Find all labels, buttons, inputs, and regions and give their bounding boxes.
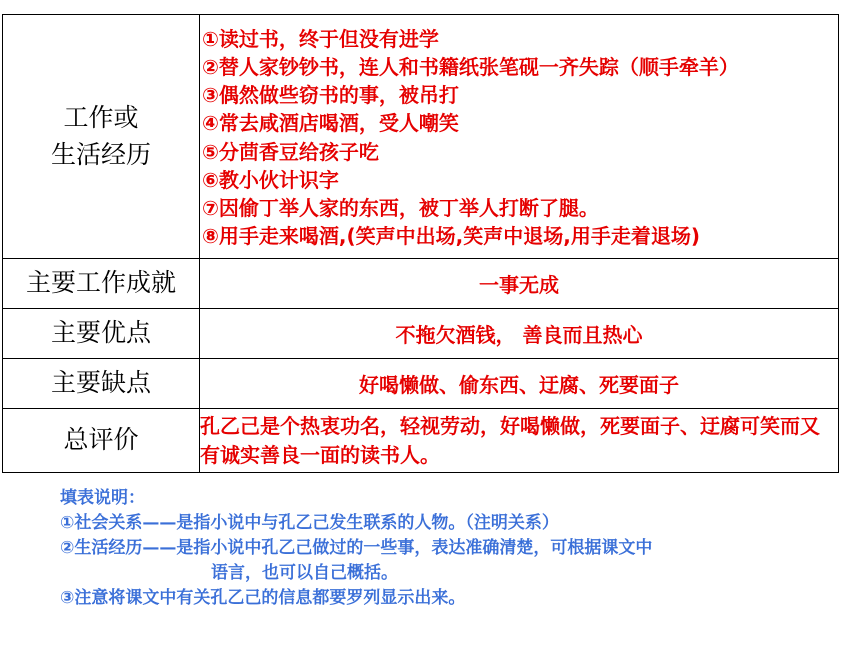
history-item: ⑦因偷丁举人家的东西，被丁举人打断了腿。 <box>202 195 599 220</box>
evaluation-value: 孔乙己是个热衷功名，轻视劳动，好喝懒做，死要面子、迂腐可笑而又有诚实善良一面的读书人。 <box>200 409 839 473</box>
history-label-line1: 工作或 <box>63 103 139 133</box>
weakness-label: 主要缺点 <box>3 359 200 409</box>
instruction-line-continued: 语言，也可以自己概括。 <box>211 563 398 583</box>
weakness-value: 好喝懒做、偷东西、迂腐、死要面子 <box>200 359 839 409</box>
instructions-title: 填表说明： <box>60 488 145 508</box>
history-item: ⑧用手走来喝酒,(笑声中出场,笑声中退场,用手走着退场) <box>202 224 701 249</box>
strength-label: 主要优点 <box>3 309 200 359</box>
achievement-label: 主要工作成就 <box>3 259 200 309</box>
achievement-row <box>3 259 839 309</box>
instruction-line: ②生活经历——是指小说中孔乙己做过的一些事，表达准确清楚，可根据课文中 <box>60 538 653 558</box>
instructions <box>60 486 652 611</box>
strength-value: 不拖欠酒钱， 善良而且热心 <box>200 309 839 359</box>
evaluation-label: 总评价 <box>3 409 200 473</box>
history-item: ④常去咸酒店喝酒，受人嘲笑 <box>202 111 459 136</box>
history-item: ②替人家钞钞书，连人和书籍纸张笔砚一齐失踪（顺手牵羊） <box>202 54 739 79</box>
info-table <box>2 14 839 473</box>
history-label <box>3 15 200 259</box>
strength-row <box>3 309 839 359</box>
history-item: ⑥教小伙计识字 <box>202 167 339 192</box>
instruction-line: ③注意将课文中有关孔乙己的信息都要罗列显示出来。 <box>60 588 466 608</box>
weakness-row <box>3 359 839 409</box>
history-cell <box>200 15 839 259</box>
history-row <box>3 15 839 259</box>
instruction-line: ①社会关系——是指小说中与孔乙己发生联系的人物。（注明关系） <box>60 513 559 533</box>
history-item: ①读过书，终于但没有进学 <box>202 26 439 51</box>
history-item: ③偶然做些窃书的事，被吊打 <box>202 83 459 108</box>
history-item: ⑤分茴香豆给孩子吃 <box>202 139 379 164</box>
history-list <box>200 23 838 251</box>
achievement-value: 一事无成 <box>200 259 839 309</box>
history-label-line2: 生活经历 <box>50 139 151 169</box>
evaluation-row <box>3 409 839 473</box>
